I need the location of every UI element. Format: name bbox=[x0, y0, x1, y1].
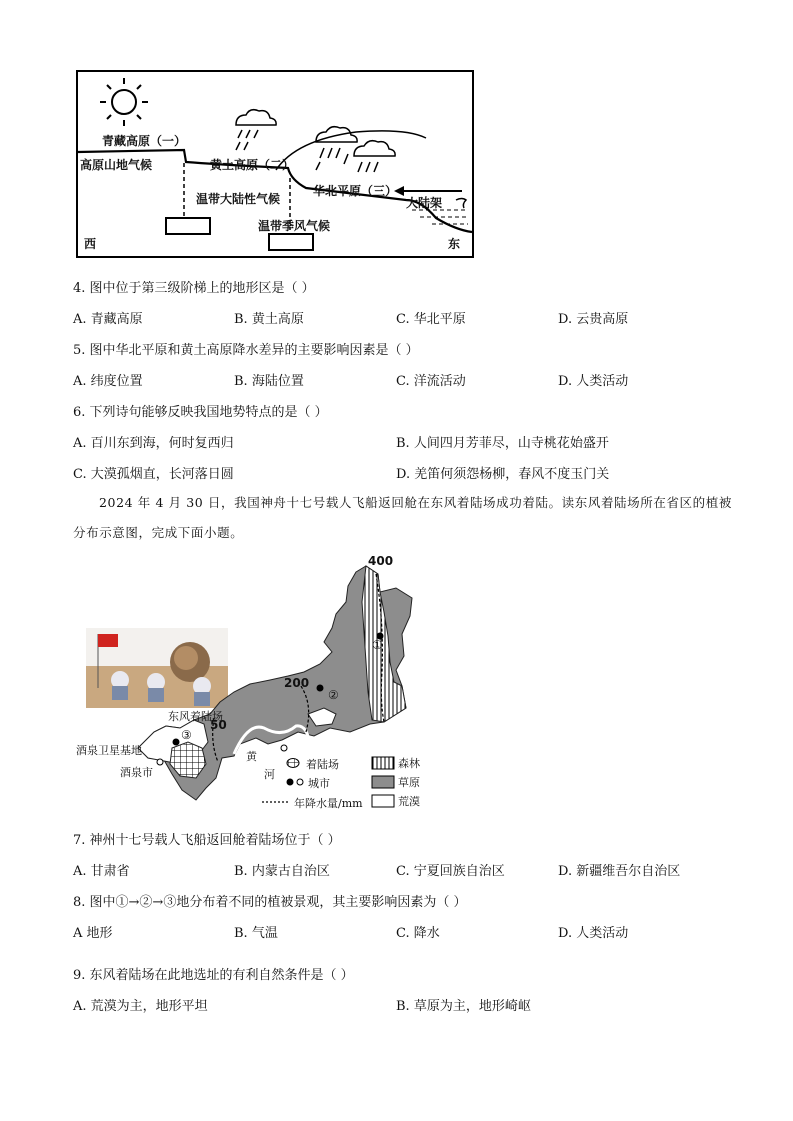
question-5-option-b: B. 海陆位置 bbox=[234, 374, 304, 389]
site-3-label: ③ bbox=[181, 728, 192, 742]
question-7-stem: 7. 神州十七号载人飞船返回舱着陆场位于（ ） bbox=[73, 833, 341, 848]
legend-forest-icon bbox=[372, 757, 394, 769]
question-4-option-d: D. 云贵高原 bbox=[558, 312, 629, 327]
legend-city-label: 城市 bbox=[308, 777, 330, 790]
question-8-option-a: A 地形 bbox=[73, 926, 113, 941]
isohyet-200-label: 200 bbox=[284, 676, 310, 690]
question-4-option-b: B. 黄土高原 bbox=[234, 312, 304, 327]
city-marker-3 bbox=[173, 739, 180, 746]
question-7-option-a: A. 甘肃省 bbox=[73, 864, 130, 879]
answer-box-2 bbox=[269, 234, 313, 250]
question-6-stem: 6. 下列诗句能够反映我国地势特点的是（ ） bbox=[73, 405, 328, 420]
answer-box-1 bbox=[166, 218, 210, 234]
legend-city-icon bbox=[287, 779, 304, 786]
question-4-option-c: C. 华北平原 bbox=[396, 312, 466, 327]
question-5-stem: 5. 图中华北平原和黄土高原降水差异的主要影响因素是（ ） bbox=[73, 343, 419, 358]
legend-grass-label: 草原 bbox=[398, 776, 420, 789]
question-4-stem: 4. 图中位于第三级阶梯上的地形区是（ ） bbox=[73, 281, 315, 296]
jiuquan-city-marker bbox=[157, 759, 163, 765]
question-6-option-b: B. 人间四月芳菲尽，山寺桃花始盛开 bbox=[396, 436, 609, 451]
label-huangtu: 黄土高原（二） bbox=[210, 158, 295, 172]
intro-paragraph: 2024 年 4 月 30 日，我国神舟十七号载人飞船返回舱在东风着陆场成功着陆。读东风着陆场所在省区的植被分布示意图，完成下面小题。 bbox=[73, 495, 732, 540]
question-5-option-a: A. 纬度位置 bbox=[73, 374, 143, 389]
yellow-river-label-2: 河 bbox=[264, 768, 275, 781]
jiuquan-city-label: 酒泉市 bbox=[120, 766, 153, 779]
question-5-option-d: D. 人类活动 bbox=[558, 374, 629, 389]
terrain-profile-figure bbox=[76, 70, 474, 258]
question-6-option-d: D. 羌笛何须怨杨柳，春风不度玉门关 bbox=[396, 467, 610, 482]
site-2-label: ② bbox=[328, 688, 339, 702]
jiuquan-base-label: 酒泉卫星基地 bbox=[76, 744, 142, 757]
question-5-option-c: C. 洋流活动 bbox=[396, 374, 466, 389]
legend-landing-icon bbox=[287, 759, 299, 768]
vegetation-map-figure bbox=[76, 552, 444, 814]
label-huabei: 华北平原（三） bbox=[313, 184, 398, 198]
question-6-option-a: A. 百川东到海，何时复西归 bbox=[73, 436, 234, 451]
question-7-option-b: B. 内蒙古自治区 bbox=[234, 864, 330, 879]
legend-rain-label: 年降水量/mm bbox=[294, 797, 363, 810]
question-9-option-a: A. 荒漠为主，地形平坦 bbox=[73, 999, 208, 1014]
dongfeng-landing-label: 东风着陆场 bbox=[168, 710, 223, 723]
legend-grass-icon bbox=[372, 776, 394, 788]
question-8-option-b: B. 气温 bbox=[234, 926, 278, 941]
isohyet-50-label: 50 bbox=[210, 718, 227, 732]
question-8-option-c: C. 降水 bbox=[396, 926, 440, 941]
question-4-option-a: A. 青藏高原 bbox=[73, 312, 143, 327]
legend-landing-label: 着陆场 bbox=[306, 758, 339, 771]
question-9-stem: 9. 东风着陆场在此地选址的有利自然条件是（ ） bbox=[73, 968, 354, 983]
question-8-stem: 8. 图中①→②→③地分布着不同的植被景观，其主要影响因素为（ ） bbox=[73, 895, 467, 910]
label-plateau-climate: 高原山地气候 bbox=[80, 158, 153, 172]
label-west: 西 bbox=[84, 237, 97, 251]
legend-forest-label: 森林 bbox=[398, 757, 420, 770]
label-qingzang: 青藏高原（一） bbox=[102, 134, 187, 148]
city-marker-4 bbox=[281, 745, 287, 751]
question-7-option-c: C. 宁夏回族自治区 bbox=[396, 864, 505, 879]
yellow-river-label-1: 黄 bbox=[246, 750, 257, 763]
label-continental-shelf: 大陆架 bbox=[406, 196, 443, 210]
label-temperate-continental: 温带大陆性气候 bbox=[196, 192, 281, 206]
legend-desert-icon bbox=[372, 795, 394, 807]
label-temperate-monsoon: 温带季风气候 bbox=[258, 219, 331, 233]
legend-desert-label: 荒漠 bbox=[398, 795, 420, 808]
question-8-option-d: D. 人类活动 bbox=[558, 926, 629, 941]
site-1-label: ① bbox=[372, 638, 383, 652]
city-marker-2 bbox=[317, 685, 324, 692]
question-9-option-b: B. 草原为主，地形崎岖 bbox=[396, 999, 531, 1014]
isohyet-400-label: 400 bbox=[368, 554, 394, 568]
question-6-option-c: C. 大漠孤烟直，长河落日圆 bbox=[73, 467, 234, 482]
question-7-option-d: D. 新疆维吾尔自治区 bbox=[558, 864, 681, 879]
label-east: 东 bbox=[448, 237, 461, 251]
